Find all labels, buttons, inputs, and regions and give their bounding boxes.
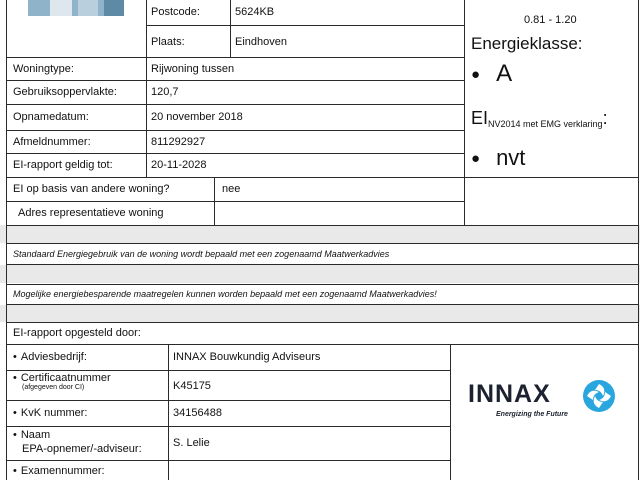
afmeldnummer-value: 811292927 — [151, 136, 206, 148]
certificaat-value: K45175 — [173, 380, 211, 392]
opgesteld-title: EI-rapport opgesteld door: — [13, 327, 141, 339]
examen-label-text: Examennummer: — [20, 464, 105, 477]
examen-label — [8, 461, 168, 480]
plaats-value: Eindhoven — [235, 36, 287, 48]
house-image — [28, 0, 124, 16]
energieklasse-label: Energieklasse: — [471, 34, 583, 53]
spacer-band-1 — [0, 225, 640, 243]
grid-h-243 — [6, 243, 638, 244]
postcode-label: Postcode: — [151, 6, 200, 18]
ei-suffix: : — [602, 108, 608, 128]
naam-value: S. Lelie — [173, 437, 210, 449]
spacer-band-2 — [0, 265, 640, 283]
energieklasse-row — [471, 58, 631, 90]
energieklasse-bullet: ● — [471, 65, 481, 83]
grid-h-130 — [6, 130, 464, 131]
ei-prefix: EI — [471, 108, 489, 128]
grid-v-464 — [464, 0, 465, 225]
border-right — [638, 0, 639, 480]
certificaat-bullet: • — [13, 372, 17, 384]
geldig-tot-value: 20-11-2028 — [151, 159, 207, 171]
grid-v-450 — [450, 344, 451, 480]
grid-v-146 — [146, 0, 147, 177]
opnamedatum-value: 20 november 2018 — [151, 111, 243, 123]
ei-nv2014-value: nvt — [496, 145, 526, 170]
grid-h-264 — [6, 264, 638, 265]
geldig-tot-label: EI-rapport geldig tot: — [13, 159, 113, 171]
andere-woning-value: nee — [222, 183, 241, 195]
certificaat-sub: (afgegeven door CI) — [22, 384, 85, 391]
adres-representatief-label: Adres representatieve woning — [18, 207, 164, 219]
ei-nv2014-bullet: ● — [471, 149, 481, 167]
ei-nv2014-row — [471, 142, 631, 174]
grid-h-57 — [6, 57, 464, 58]
adviesbedrijf-label — [8, 345, 168, 369]
innax-logo — [468, 378, 628, 428]
grid-h-153 — [6, 153, 464, 154]
adviesbedrijf-bullet: • — [13, 351, 17, 363]
ei-range: 0.81 - 1.20 — [524, 14, 577, 26]
kvk-value: 34156488 — [173, 407, 222, 419]
grid-h-25 — [146, 25, 464, 26]
naam-label-text-1: Naam — [20, 429, 51, 441]
kvk-label-text: KvK nummer: — [20, 407, 88, 419]
oppervlakte-label: Gebruiksoppervlakte: — [13, 86, 117, 98]
woningtype-label: Woningtype: — [13, 63, 74, 75]
woningtype-value: Rijwoning tussen — [151, 63, 235, 75]
innax-tagline: Energizing the Future — [496, 411, 568, 418]
examen-bullet: • — [13, 464, 17, 477]
spacer-band-3 — [0, 305, 640, 322]
certificaat-label-text: Certificaatnummer — [20, 372, 111, 384]
grid-h-225 — [6, 225, 638, 226]
border-left — [6, 0, 7, 480]
plaats-label: Plaats: — [151, 36, 185, 48]
grid-h-80 — [6, 80, 464, 81]
naam-label-text-2: EPA-opnemer/-adviseur: — [22, 443, 142, 455]
adres-representatief-value — [214, 202, 464, 224]
innax-logo-text: INNAX — [468, 380, 551, 408]
grid-h-304 — [6, 304, 638, 305]
afmeldnummer-label: Afmeldnummer: — [13, 136, 91, 148]
energieklasse-value: A — [496, 60, 513, 87]
grid-h-177 — [6, 177, 638, 178]
certificaat-label — [8, 371, 168, 401]
grid-h-344 — [6, 344, 638, 345]
grid-h-370 — [6, 370, 450, 371]
innax-swirl-icon — [581, 378, 617, 414]
maatregelen-note: Mogelijke energiebesparende maatregelen kunnen worden bepaald met een zogenaamd Maatwerkadvies! — [13, 289, 437, 299]
postcode-value: 5624KB — [235, 6, 275, 18]
oppervlakte-value: 120,7 — [151, 86, 179, 98]
grid-h-400 — [6, 400, 450, 401]
opnamedatum-label: Opnamedatum: — [13, 111, 89, 123]
kvk-label — [8, 401, 168, 425]
grid-h-284 — [6, 284, 638, 285]
grid-h-426 — [6, 426, 450, 427]
ei-nv2014-label — [471, 108, 637, 132]
kvk-bullet: • — [13, 407, 17, 419]
adviesbedrijf-label-text: Adviesbedrijf: — [20, 351, 87, 363]
grid-h-201 — [6, 201, 464, 202]
standaard-note: Standaard Energiegebruik van de woning wordt bepaald met een zogenaamd Maatwerkadvies — [13, 249, 390, 259]
ei-subscript: NV2014 met EMG verklaring — [488, 119, 603, 129]
grid-h-460 — [6, 460, 450, 461]
adviesbedrijf-value: INNAX Bouwkundig Adviseurs — [173, 351, 321, 363]
naam-label — [8, 427, 168, 459]
grid-h-104 — [6, 104, 464, 105]
naam-bullet: • — [13, 429, 17, 441]
examen-value — [168, 461, 450, 480]
andere-woning-label: EI op basis van andere woning? — [13, 183, 170, 195]
grid-h-322 — [6, 322, 638, 323]
grid-v-230 — [230, 0, 231, 57]
